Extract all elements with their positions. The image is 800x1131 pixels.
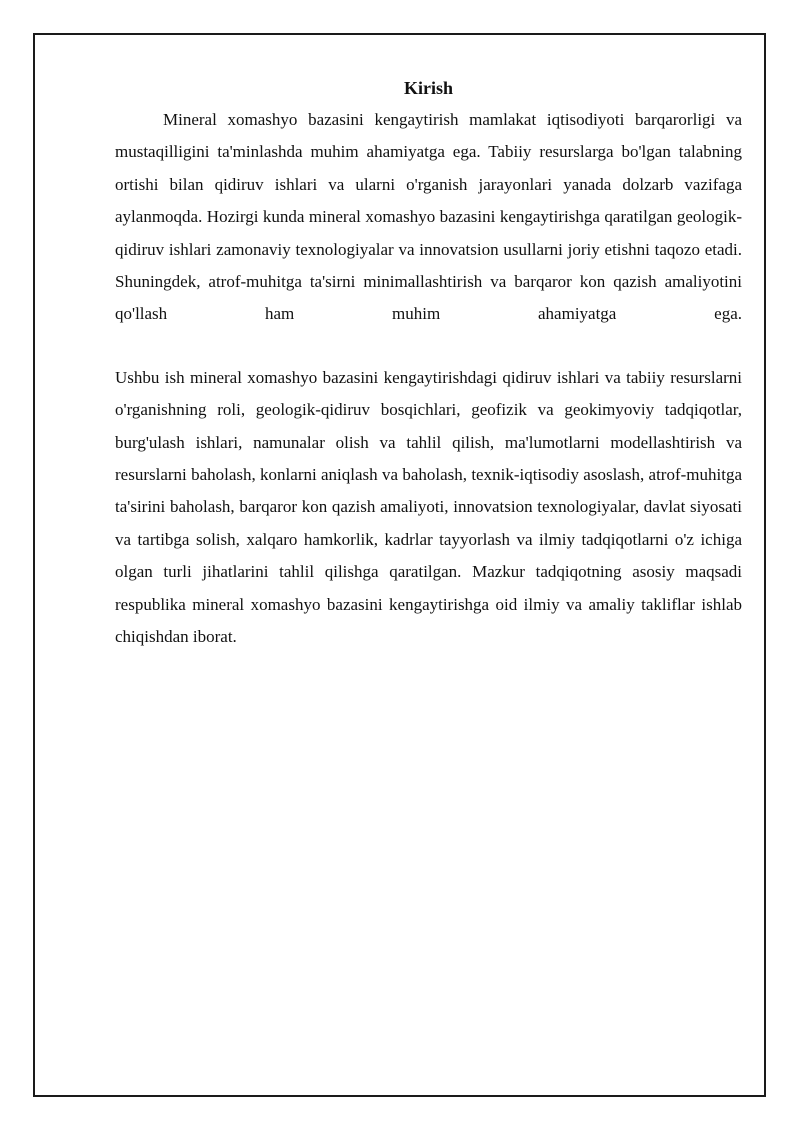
page-title: Kirish (403, 78, 453, 98)
paragraph-scope: Ushbu ish mineral xomashyo bazasini kengaytirishdagi qidiruv ishlari va tabiiy resurslarni o'rganishning roli, geologik-qidiruv bosqichlari, geofizik va geokimyoviy tadqiqotlar, burg'ulash ishlari, namunalar olish va tahlil qilish, ma'lumotlarni modellashtirish va resurslarni baholash, konlarni aniqlash va baholash, texnik-iqtisodiy asoslash, atrof-muhitga ta'sirini baholash, barqaror kon qazish amaliyoti, innovatsion texnologiyalar, davlat siyosati va tartibga solish, xalqaro hamkorlik, kadrlar tayyorlash va ilmiy tadqiqotlarni o'z ichiga olgan turli jihatlarini tahlil qilishga qaratilgan. Mazkur tadqiqotning asosiy maqsadi respublika mineral xomashyo bazasini kengaytirishga oid ilmiy va amaliy takliflar ishlab chiqishdan iborat. (115, 367, 742, 647)
document-body (115, 76, 742, 654)
paragraph-intro: Mineral xomashyo bazasini kengaytirish mamlakat iqtisodiyoti barqarorligi va mustaqilligini ta'minlashda muhim ahamiyatga ega. Tabiiy resurslarga bo'lgan talabning ortishi bilan qidiruv ishlari va ularni o'rganish jarayonlari yanada dolzarb vazifaga aylanmoqda. Hozirgi kunda mineral xomashyo bazasini kengaytirishga qaratilgan geologik-qidiruv ishlari zamonaviy texnologiyalar va innovatsion usullarni joriy etishni taqozo etadi. Shuningdek, atrof-muhitga ta'sirni minimallashtirish va barqaror kon qazish amaliyotini qo'llash ham muhim ahamiyatga ega. (115, 110, 742, 324)
